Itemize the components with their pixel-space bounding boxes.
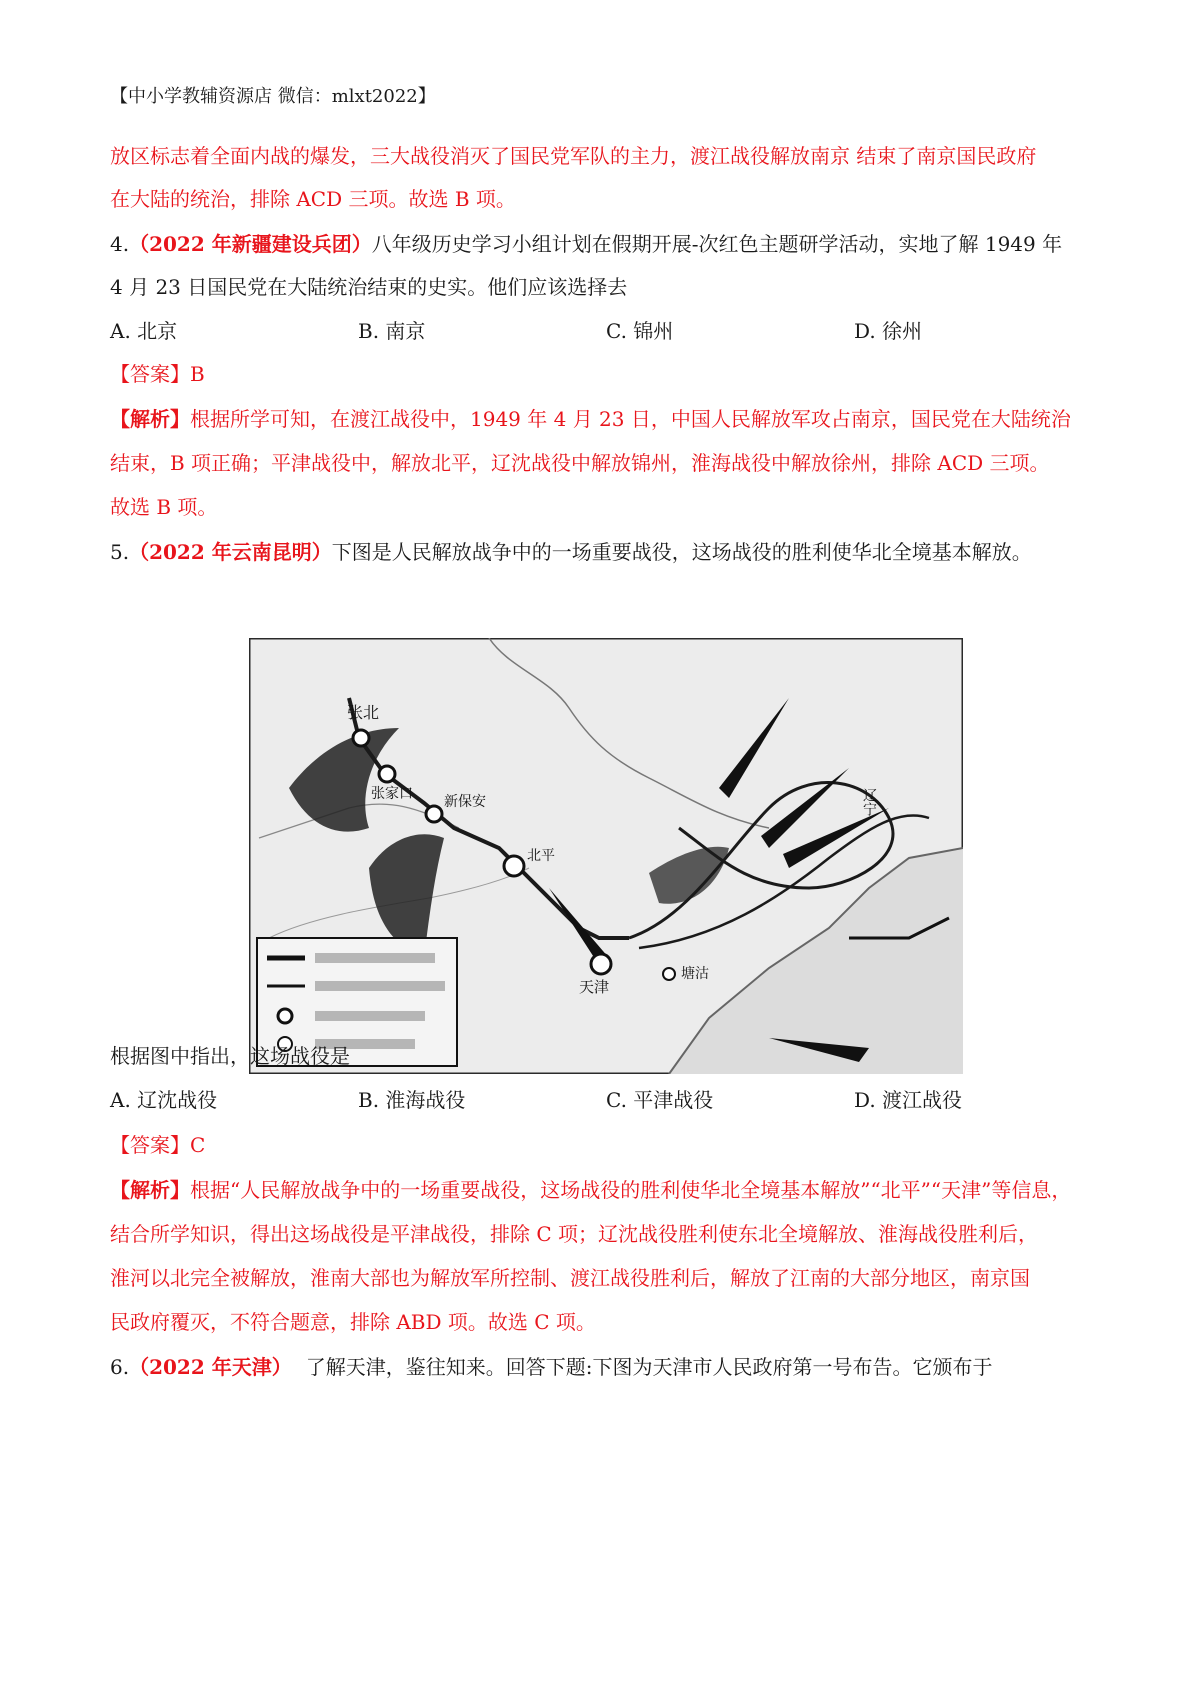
battle-map — [249, 638, 963, 1074]
q4-stem-text: 八年级历史学习小组计划在假期开展-次红色主题研学活动，实地了解 1949 年 — [371, 232, 1063, 256]
q5-analysis-label: 【解析】 — [110, 1178, 190, 1202]
label-beiping: 北平 — [527, 848, 555, 864]
legend-text-blur-3 — [315, 1011, 425, 1021]
q4-analysis-label: 【解析】 — [110, 407, 190, 431]
q5-source: （2022 年云南昆明） — [129, 540, 332, 564]
q4-option-a: A. 北京 — [110, 319, 178, 343]
q4-answer-value: B — [190, 362, 205, 386]
q4-option-b: B. 南京 — [358, 319, 426, 343]
q5-analysis-line-3: 淮河以北完全被解放，淮南大部也为解放军所控制、渡江战役胜利后，解放了江南的大部分地区，南京国 — [110, 1266, 1030, 1290]
q5-answer-value: C — [190, 1133, 206, 1157]
header-text: 【中小学教辅资源店 微信：mlxt2022】 — [110, 86, 436, 107]
q4-stem-line-2: 4 月 23 日国民党在大陆统治结束的史实。他们应该选择去 — [110, 275, 628, 299]
q5-analysis-line-4: 民政府覆灭，不符合题意，排除 ABD 项。故选 C 项。 — [110, 1310, 596, 1334]
q4-number: 4. — [110, 232, 130, 256]
q4-analysis-line-3: 故选 B 项。 — [110, 495, 218, 519]
prev-analysis-line-2: 在大陆的统治，排除 ACD 三项。故选 B 项。 — [110, 187, 516, 211]
marker-zhangjiakou — [379, 766, 395, 782]
q5-analysis-line-2: 结合所学知识，得出这场战役是平津战役，排除 C 项；辽沈战役胜利使东北全境解放、淮海战役胜利后， — [110, 1222, 1039, 1246]
q4-option-d: D. 徐州 — [854, 319, 923, 343]
marker-tanggu — [663, 968, 675, 980]
marker-tianjin — [591, 954, 611, 974]
q5-number: 5. — [110, 540, 130, 564]
legend-text-blur-1 — [315, 953, 435, 963]
q6-stem-text: 了解天津，鉴往知来。回答下题:下图为天津市人民政府第一号布告。它颁布于 — [305, 1355, 993, 1379]
q4-source: （2022 年新疆建设兵团） — [129, 232, 372, 256]
label-xinbaoan: 新保安 — [444, 794, 486, 810]
q5-question: 根据图中指出，这场战役是 — [110, 1044, 350, 1068]
q4-option-c: C. 锦州 — [606, 319, 674, 343]
q4-analysis-text-1: 根据所学可知，在渡江战役中，1949 年 4 月 23 日，中国人民解放军攻占南京，国民党在大陆统治 — [190, 407, 1071, 431]
label-tanggu: 塘沽 — [681, 966, 709, 982]
q6-stem — [110, 1354, 992, 1380]
q6-number: 6. — [110, 1355, 130, 1379]
q5-answer-label: 【答案】 — [110, 1133, 190, 1157]
marker-xinbaoan — [426, 806, 442, 822]
q5-option-c: C. 平津战役 — [606, 1088, 714, 1112]
label-liaoning: 辽宁 — [861, 788, 877, 816]
label-tianjin: 天津 — [579, 978, 610, 996]
q5-option-a: A. 辽沈战役 — [110, 1088, 218, 1112]
q4-analysis-line-2: 结束，B 项正确；平津战役中，解放北平，辽沈战役中解放锦州，淮海战役中解放徐州，排除 ACD 三项。 — [110, 451, 1050, 475]
label-zhangbei: 张北 — [347, 703, 380, 722]
q4-answer — [110, 361, 205, 387]
q5-option-b: B. 淮海战役 — [358, 1088, 466, 1112]
q4-stem-line-1 — [110, 231, 1062, 257]
q4-answer-label: 【答案】 — [110, 362, 190, 386]
marker-beiping — [504, 856, 524, 876]
q4-analysis-line-1 — [110, 406, 1071, 432]
label-zhangjiakou: 张家口 — [371, 786, 413, 802]
q6-source: （2022 年天津） — [129, 1355, 292, 1379]
q5-analysis-line-1 — [110, 1177, 1071, 1203]
q5-answer — [110, 1132, 205, 1158]
q5-option-d: D. 渡江战役 — [854, 1088, 963, 1112]
legend-symbol-3 — [278, 1009, 292, 1023]
marker-zhangbei — [353, 730, 369, 746]
legend-text-blur-2 — [315, 981, 445, 991]
q5-analysis-text-1: 根据“人民解放战争中的一场重要战役，这场战役的胜利使华北全境基本解放”“北平”“天津”等信息， — [190, 1178, 1072, 1202]
prev-analysis-line-1: 放区标志着全面内战的爆发，三大战役消灭了国民党军队的主力，渡江战役解放南京 结束了南京国民政府 — [110, 144, 1037, 168]
q5-stem — [110, 539, 1032, 565]
q5-stem-text: 下图是人民解放战争中的一场重要战役，这场战役的胜利使华北全境基本解放。 — [331, 540, 1032, 564]
